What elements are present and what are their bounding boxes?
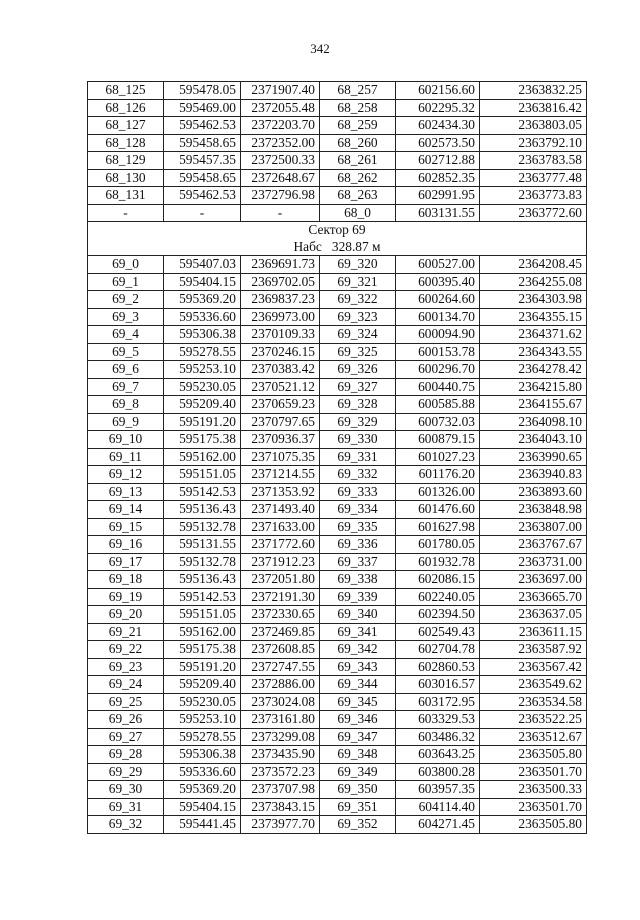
y-coordinate-cell: 2371075.35	[241, 448, 320, 466]
point-id-cell: 69_5	[88, 343, 164, 361]
x-coordinate-cell: 595253.10	[164, 711, 241, 729]
point-id-cell: 69_26	[88, 711, 164, 729]
table-row	[88, 728, 587, 746]
point-id-cell: 69_3	[88, 308, 164, 326]
x-coordinate-cell: 602394.50	[396, 606, 480, 624]
page-number: 342	[310, 41, 330, 56]
x-coordinate-cell: 595407.03	[164, 256, 241, 274]
y-coordinate-cell: 2363505.80	[480, 816, 587, 834]
x-coordinate-cell: 595457.35	[164, 152, 241, 170]
point-id-cell: 69_336	[320, 536, 396, 554]
y-coordinate-cell: 2373572.23	[241, 763, 320, 781]
y-coordinate-cell: 2363697.00	[480, 571, 587, 589]
x-coordinate-cell: 602860.53	[396, 658, 480, 676]
y-coordinate-cell: 2363587.92	[480, 641, 587, 659]
y-coordinate-cell: 2364255.08	[480, 273, 587, 291]
point-id-cell: 69_327	[320, 378, 396, 396]
y-coordinate-cell: 2363792.10	[480, 134, 587, 152]
x-coordinate-cell: 601780.05	[396, 536, 480, 554]
x-coordinate-cell: 600094.90	[396, 326, 480, 344]
x-coordinate-cell: 595132.78	[164, 518, 241, 536]
point-id-cell: 69_321	[320, 273, 396, 291]
point-id-cell: 68_262	[320, 169, 396, 187]
table-row	[88, 623, 587, 641]
y-coordinate-cell: 2363803.05	[480, 117, 587, 135]
point-id-cell: 69_346	[320, 711, 396, 729]
y-coordinate-cell: 2372648.67	[241, 169, 320, 187]
y-coordinate-cell: 2363534.58	[480, 693, 587, 711]
point-id-cell: 69_7	[88, 378, 164, 396]
table-row	[88, 187, 587, 205]
point-id-cell: 69_27	[88, 728, 164, 746]
y-coordinate-cell: 2371912.23	[241, 553, 320, 571]
y-coordinate-cell: 2371907.40	[241, 82, 320, 100]
y-coordinate-cell: 2370109.33	[241, 326, 320, 344]
y-coordinate-cell: 2363990.65	[480, 448, 587, 466]
y-coordinate-cell: 2373299.08	[241, 728, 320, 746]
x-coordinate-cell: 602086.15	[396, 571, 480, 589]
y-coordinate-cell: 2364303.98	[480, 291, 587, 309]
x-coordinate-cell: 595142.53	[164, 588, 241, 606]
x-coordinate-cell: 602295.32	[396, 99, 480, 117]
point-id-cell: 69_15	[88, 518, 164, 536]
x-coordinate-cell: 595278.55	[164, 728, 241, 746]
x-coordinate-cell: 595175.38	[164, 431, 241, 449]
y-coordinate-cell: 2363731.00	[480, 553, 587, 571]
x-coordinate-cell: 602240.05	[396, 588, 480, 606]
table-row	[88, 746, 587, 764]
y-coordinate-cell: 2373161.80	[241, 711, 320, 729]
point-id-cell: 69_332	[320, 466, 396, 484]
y-coordinate-cell: 2373024.08	[241, 693, 320, 711]
x-coordinate-cell: -	[164, 204, 241, 222]
point-id-cell: 68_259	[320, 117, 396, 135]
x-coordinate-cell: 595478.05	[164, 82, 241, 100]
x-coordinate-cell: 595230.05	[164, 693, 241, 711]
point-id-cell: 69_338	[320, 571, 396, 589]
x-coordinate-cell: 595404.15	[164, 273, 241, 291]
x-coordinate-cell: 595369.20	[164, 291, 241, 309]
point-id-cell: 69_6	[88, 361, 164, 379]
point-id-cell: 69_30	[88, 781, 164, 799]
y-coordinate-cell: 2363611.15	[480, 623, 587, 641]
y-coordinate-cell: 2364098.10	[480, 413, 587, 431]
point-id-cell: 69_324	[320, 326, 396, 344]
x-coordinate-cell: 595131.55	[164, 536, 241, 554]
x-coordinate-cell: 602712.88	[396, 152, 480, 170]
point-id-cell: 69_330	[320, 431, 396, 449]
point-id-cell: 69_28	[88, 746, 164, 764]
point-id-cell: 69_339	[320, 588, 396, 606]
y-coordinate-cell: 2371633.00	[241, 518, 320, 536]
x-coordinate-cell: 601326.00	[396, 483, 480, 501]
y-coordinate-cell: 2370797.65	[241, 413, 320, 431]
y-coordinate-cell: 2363773.83	[480, 187, 587, 205]
x-coordinate-cell: 595191.20	[164, 658, 241, 676]
x-coordinate-cell: 603486.32	[396, 728, 480, 746]
table-row	[88, 413, 587, 431]
table-row	[88, 553, 587, 571]
x-coordinate-cell: 602434.30	[396, 117, 480, 135]
table-row	[88, 658, 587, 676]
table-row	[88, 256, 587, 274]
y-coordinate-cell: 2364208.45	[480, 256, 587, 274]
x-coordinate-cell: 603329.53	[396, 711, 480, 729]
y-coordinate-cell: 2363500.33	[480, 781, 587, 799]
y-coordinate-cell: 2372055.48	[241, 99, 320, 117]
x-coordinate-cell: 603957.35	[396, 781, 480, 799]
table-row	[88, 117, 587, 135]
x-coordinate-cell: 601176.20	[396, 466, 480, 484]
x-coordinate-cell: 600134.70	[396, 308, 480, 326]
table-row	[88, 641, 587, 659]
point-id-cell: 69_13	[88, 483, 164, 501]
y-coordinate-cell: 2372330.65	[241, 606, 320, 624]
x-coordinate-cell: 595142.53	[164, 483, 241, 501]
x-coordinate-cell: 600527.00	[396, 256, 480, 274]
y-coordinate-cell: 2364371.62	[480, 326, 587, 344]
x-coordinate-cell: 602991.95	[396, 187, 480, 205]
y-coordinate-cell: -	[241, 204, 320, 222]
x-coordinate-cell: 595209.40	[164, 396, 241, 414]
point-id-cell: 68_263	[320, 187, 396, 205]
point-id-cell: 69_8	[88, 396, 164, 414]
point-id-cell: 69_322	[320, 291, 396, 309]
x-coordinate-cell: 601932.78	[396, 553, 480, 571]
point-id-cell: 69_14	[88, 501, 164, 519]
y-coordinate-cell: 2372191.30	[241, 588, 320, 606]
x-coordinate-cell: 595462.53	[164, 117, 241, 135]
y-coordinate-cell: 2363665.70	[480, 588, 587, 606]
point-id-cell: 69_323	[320, 308, 396, 326]
table-row	[88, 431, 587, 449]
point-id-cell: 68_129	[88, 152, 164, 170]
point-id-cell: 68_261	[320, 152, 396, 170]
table-row	[88, 396, 587, 414]
point-id-cell: 69_334	[320, 501, 396, 519]
x-coordinate-cell: 602704.78	[396, 641, 480, 659]
y-coordinate-cell: 2363807.00	[480, 518, 587, 536]
y-coordinate-cell: 2370521.12	[241, 378, 320, 396]
point-id-cell: 69_337	[320, 553, 396, 571]
point-id-cell: 68_131	[88, 187, 164, 205]
point-id-cell: 68_125	[88, 82, 164, 100]
y-coordinate-cell: 2369691.73	[241, 256, 320, 274]
point-id-cell: 69_2	[88, 291, 164, 309]
x-coordinate-cell: 600395.40	[396, 273, 480, 291]
x-coordinate-cell: 595136.43	[164, 501, 241, 519]
point-id-cell: 69_4	[88, 326, 164, 344]
table-row	[88, 518, 587, 536]
point-id-cell: 68_0	[320, 204, 396, 222]
y-coordinate-cell: 2371353.92	[241, 483, 320, 501]
point-id-cell: 69_350	[320, 781, 396, 799]
point-id-cell: 69_344	[320, 676, 396, 694]
point-id-cell: 69_345	[320, 693, 396, 711]
point-id-cell: 69_328	[320, 396, 396, 414]
y-coordinate-cell: 2363940.83	[480, 466, 587, 484]
point-id-cell: 69_17	[88, 553, 164, 571]
x-coordinate-cell: 595253.10	[164, 361, 241, 379]
x-coordinate-cell: 602852.35	[396, 169, 480, 187]
point-id-cell: 68_127	[88, 117, 164, 135]
table-row	[88, 361, 587, 379]
y-coordinate-cell: 2363777.48	[480, 169, 587, 187]
point-id-cell: 69_320	[320, 256, 396, 274]
y-coordinate-cell: 2363783.58	[480, 152, 587, 170]
x-coordinate-cell: 600732.03	[396, 413, 480, 431]
table-row	[88, 291, 587, 309]
point-id-cell: 69_31	[88, 798, 164, 816]
y-coordinate-cell: 2363501.70	[480, 763, 587, 781]
y-coordinate-cell: 2370246.15	[241, 343, 320, 361]
y-coordinate-cell: 2363567.42	[480, 658, 587, 676]
table-row	[88, 711, 587, 729]
sector-height	[88, 239, 587, 256]
y-coordinate-cell: 2363772.60	[480, 204, 587, 222]
y-coordinate-cell: 2363522.25	[480, 711, 587, 729]
y-coordinate-cell: 2373843.15	[241, 798, 320, 816]
x-coordinate-cell: 595369.20	[164, 781, 241, 799]
y-coordinate-cell: 2369973.00	[241, 308, 320, 326]
table-row	[88, 483, 587, 501]
x-coordinate-cell: 603131.55	[396, 204, 480, 222]
x-coordinate-cell: 595151.05	[164, 466, 241, 484]
y-coordinate-cell: 2373977.70	[241, 816, 320, 834]
y-coordinate-cell: 2370659.23	[241, 396, 320, 414]
point-id-cell: 69_1	[88, 273, 164, 291]
x-coordinate-cell: 595132.78	[164, 553, 241, 571]
y-coordinate-cell: 2363512.67	[480, 728, 587, 746]
coordinates-table	[87, 81, 587, 834]
point-id-cell: 69_342	[320, 641, 396, 659]
y-coordinate-cell: 2373435.90	[241, 746, 320, 764]
point-id-cell: 69_11	[88, 448, 164, 466]
y-coordinate-cell: 2370936.37	[241, 431, 320, 449]
point-id-cell: 69_331	[320, 448, 396, 466]
y-coordinate-cell: 2372886.00	[241, 676, 320, 694]
point-id-cell: 69_351	[320, 798, 396, 816]
point-id-cell: 69_32	[88, 816, 164, 834]
point-id-cell: 69_21	[88, 623, 164, 641]
y-coordinate-cell: 2364355.15	[480, 308, 587, 326]
x-coordinate-cell: 604271.45	[396, 816, 480, 834]
table-row	[88, 501, 587, 519]
point-id-cell: 69_326	[320, 361, 396, 379]
x-coordinate-cell: 600153.78	[396, 343, 480, 361]
y-coordinate-cell: 2370383.42	[241, 361, 320, 379]
x-coordinate-cell: 595462.53	[164, 187, 241, 205]
x-coordinate-cell: 601627.98	[396, 518, 480, 536]
y-coordinate-cell: 2363505.80	[480, 746, 587, 764]
x-coordinate-cell: 602156.60	[396, 82, 480, 100]
y-coordinate-cell: 2369837.23	[241, 291, 320, 309]
x-coordinate-cell: 595336.60	[164, 763, 241, 781]
x-coordinate-cell: 603172.95	[396, 693, 480, 711]
point-id-cell: 69_349	[320, 763, 396, 781]
point-id-cell: 69_10	[88, 431, 164, 449]
y-coordinate-cell: 2363767.67	[480, 536, 587, 554]
point-id-cell: 68_257	[320, 82, 396, 100]
point-id-cell: 69_25	[88, 693, 164, 711]
y-coordinate-cell: 2372469.85	[241, 623, 320, 641]
point-id-cell: 69_340	[320, 606, 396, 624]
y-coordinate-cell: 2372500.33	[241, 152, 320, 170]
x-coordinate-cell: 602549.43	[396, 623, 480, 641]
point-id-cell: 69_29	[88, 763, 164, 781]
x-coordinate-cell: 600440.75	[396, 378, 480, 396]
y-coordinate-cell: 2363816.42	[480, 99, 587, 117]
point-id-cell: 69_325	[320, 343, 396, 361]
x-coordinate-cell: 595151.05	[164, 606, 241, 624]
point-id-cell: 69_348	[320, 746, 396, 764]
y-coordinate-cell: 2372796.98	[241, 187, 320, 205]
y-coordinate-cell: 2373707.98	[241, 781, 320, 799]
point-id-cell: 68_128	[88, 134, 164, 152]
point-id-cell: 69_12	[88, 466, 164, 484]
x-coordinate-cell: 603016.57	[396, 676, 480, 694]
point-id-cell: 69_18	[88, 571, 164, 589]
table-row	[88, 781, 587, 799]
point-id-cell: 69_343	[320, 658, 396, 676]
y-coordinate-cell: 2363549.62	[480, 676, 587, 694]
table-body-sector-68	[88, 82, 587, 222]
x-coordinate-cell: 595336.60	[164, 308, 241, 326]
table-row	[88, 82, 587, 100]
y-coordinate-cell: 2371493.40	[241, 501, 320, 519]
sector-height-value: 328.87 м	[331, 238, 381, 254]
x-coordinate-cell: 603800.28	[396, 763, 480, 781]
table-row	[88, 466, 587, 484]
point-id-cell: 69_335	[320, 518, 396, 536]
point-id-cell: 69_329	[320, 413, 396, 431]
point-id-cell: 68_258	[320, 99, 396, 117]
sector-header	[88, 222, 587, 256]
x-coordinate-cell: 600879.15	[396, 431, 480, 449]
x-coordinate-cell: 602573.50	[396, 134, 480, 152]
x-coordinate-cell: 603643.25	[396, 746, 480, 764]
table-body-sector-69	[88, 256, 587, 834]
table-row	[88, 204, 587, 222]
table-row	[88, 536, 587, 554]
y-coordinate-cell: 2363848.98	[480, 501, 587, 519]
sector-title: Сектор 69	[88, 222, 587, 239]
point-id-cell: 68_130	[88, 169, 164, 187]
y-coordinate-cell: 2364215.80	[480, 378, 587, 396]
x-coordinate-cell: 595404.15	[164, 798, 241, 816]
table-row	[88, 588, 587, 606]
x-coordinate-cell: 601476.60	[396, 501, 480, 519]
y-coordinate-cell: 2372352.00	[241, 134, 320, 152]
y-coordinate-cell: 2364278.42	[480, 361, 587, 379]
table-row	[88, 152, 587, 170]
x-coordinate-cell: 600264.60	[396, 291, 480, 309]
sector-height-label: Нaбс	[293, 238, 322, 254]
x-coordinate-cell: 595175.38	[164, 641, 241, 659]
table-row	[88, 448, 587, 466]
x-coordinate-cell: 600585.88	[396, 396, 480, 414]
x-coordinate-cell: 595136.43	[164, 571, 241, 589]
point-id-cell: 69_0	[88, 256, 164, 274]
table-row	[88, 308, 587, 326]
point-id-cell: -	[88, 204, 164, 222]
table-row	[88, 693, 587, 711]
x-coordinate-cell: 595458.65	[164, 169, 241, 187]
y-coordinate-cell: 2371772.60	[241, 536, 320, 554]
y-coordinate-cell: 2363637.05	[480, 606, 587, 624]
table-row	[88, 169, 587, 187]
point-id-cell: 69_20	[88, 606, 164, 624]
point-id-cell: 69_23	[88, 658, 164, 676]
x-coordinate-cell: 595230.05	[164, 378, 241, 396]
table-row	[88, 378, 587, 396]
x-coordinate-cell: 595278.55	[164, 343, 241, 361]
table-row	[88, 606, 587, 624]
point-id-cell: 68_260	[320, 134, 396, 152]
x-coordinate-cell: 595162.00	[164, 623, 241, 641]
table-row	[88, 798, 587, 816]
x-coordinate-cell: 601027.23	[396, 448, 480, 466]
table-row	[88, 134, 587, 152]
x-coordinate-cell: 595191.20	[164, 413, 241, 431]
table-row	[88, 816, 587, 834]
table-row	[88, 273, 587, 291]
y-coordinate-cell: 2363501.70	[480, 798, 587, 816]
y-coordinate-cell: 2371214.55	[241, 466, 320, 484]
x-coordinate-cell: 595469.00	[164, 99, 241, 117]
y-coordinate-cell: 2364155.67	[480, 396, 587, 414]
point-id-cell: 69_19	[88, 588, 164, 606]
x-coordinate-cell: 600296.70	[396, 361, 480, 379]
y-coordinate-cell: 2364343.55	[480, 343, 587, 361]
y-coordinate-cell: 2363832.25	[480, 82, 587, 100]
table-row	[88, 326, 587, 344]
y-coordinate-cell: 2363893.60	[480, 483, 587, 501]
x-coordinate-cell: 595441.45	[164, 816, 241, 834]
table-row	[88, 99, 587, 117]
table-row	[88, 676, 587, 694]
y-coordinate-cell: 2369702.05	[241, 273, 320, 291]
table-row	[88, 343, 587, 361]
point-id-cell: 69_9	[88, 413, 164, 431]
table-row	[88, 571, 587, 589]
x-coordinate-cell: 595306.38	[164, 326, 241, 344]
point-id-cell: 69_352	[320, 816, 396, 834]
y-coordinate-cell: 2372203.70	[241, 117, 320, 135]
point-id-cell: 69_341	[320, 623, 396, 641]
x-coordinate-cell: 595162.00	[164, 448, 241, 466]
x-coordinate-cell: 595209.40	[164, 676, 241, 694]
y-coordinate-cell: 2372051.80	[241, 571, 320, 589]
point-id-cell: 69_333	[320, 483, 396, 501]
y-coordinate-cell: 2364043.10	[480, 431, 587, 449]
point-id-cell: 69_22	[88, 641, 164, 659]
point-id-cell: 69_24	[88, 676, 164, 694]
point-id-cell: 68_126	[88, 99, 164, 117]
x-coordinate-cell: 595306.38	[164, 746, 241, 764]
point-id-cell: 69_347	[320, 728, 396, 746]
x-coordinate-cell: 595458.65	[164, 134, 241, 152]
y-coordinate-cell: 2372608.85	[241, 641, 320, 659]
y-coordinate-cell: 2372747.55	[241, 658, 320, 676]
table-row	[88, 763, 587, 781]
x-coordinate-cell: 604114.40	[396, 798, 480, 816]
point-id-cell: 69_16	[88, 536, 164, 554]
